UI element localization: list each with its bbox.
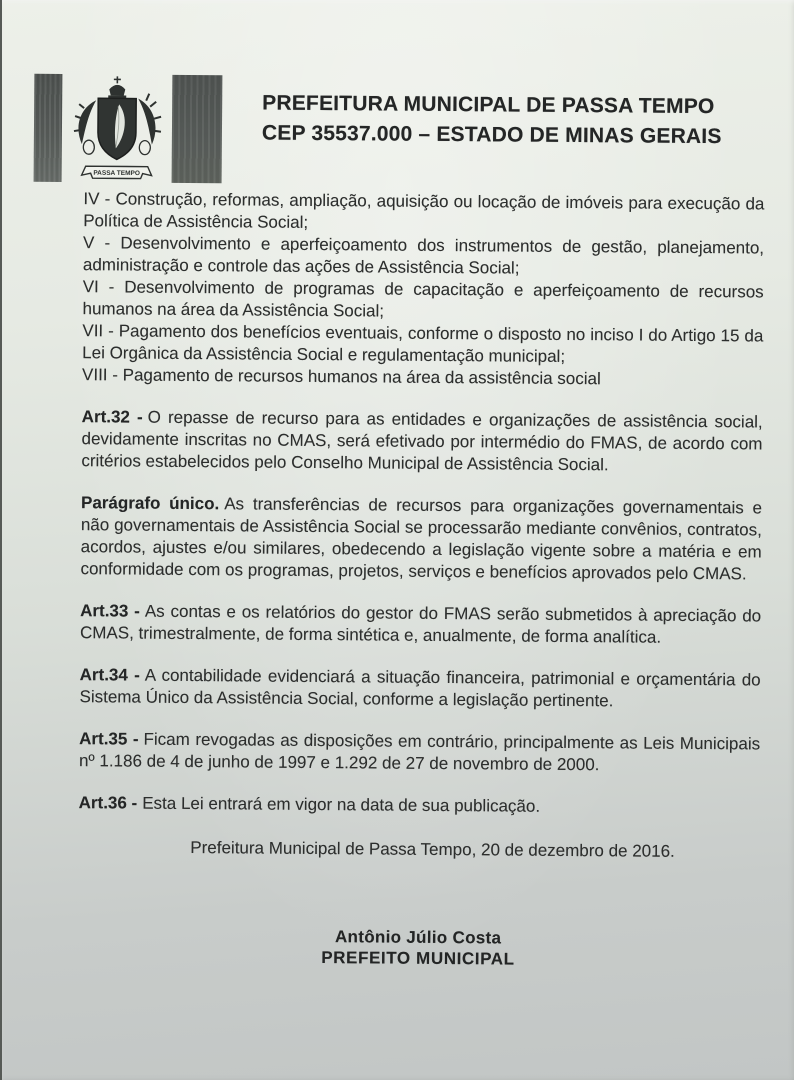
paragrafo-unico-text: As transferências de recursos para organizações governamentais e não governamentais de Assistência Social se processarão mediante convênios, contratos, acordos, ajustes e/ou similares, obedecendo a legislação vigente sobre a matéria e em conformidade com os programas, projetos, serviços e benefícios aprovados pelo CMAS. [80, 494, 763, 584]
article-33 [80, 600, 761, 649]
article-35-text: Ficam revogadas as disposições em contrário, principalmente as Leis Municipais nº 1.186 de 4 de junho de 1997 e 1.292 de 27 de novembro de 2000. [78, 729, 761, 775]
coat-of-arms-icon [62, 74, 173, 183]
article-32 [81, 406, 762, 477]
article-36-label: Art.36 - [78, 793, 138, 813]
incisos-list [82, 188, 765, 391]
article-35 [79, 728, 760, 777]
article-33-label: Art.33 - [80, 601, 140, 621]
inciso-iv: IV - Construção, reformas, ampliação, aquisição ou locação de imóveis para execução da Política de Assistência Social; [83, 189, 765, 232]
logo-right-bar [172, 75, 223, 183]
article-35-label: Art.35 - [79, 729, 139, 749]
letterhead [34, 74, 794, 188]
inciso-viii: VIII - Pagamento de recursos humanos na área da assistência social [81, 365, 601, 389]
article-36 [79, 792, 760, 819]
municipality-cep-state: CEP 35537.000 – ESTADO DE MINAS GERAIS [261, 121, 722, 149]
inciso-v: V - Desenvolvimento e aperfeiçoamento dos instrumentos de gestão, planejamento, administração e controle das ações de Assistência Social; [82, 233, 765, 278]
article-34-text: A contabilidade evidenciará a situação financeira, patrimonial e orçamentária do Sistema Único da Assistência Social, conforme a legislação pertinente. [79, 665, 761, 711]
date-place-line: Prefeitura Municipal de Passa Tempo, 20 de dezembro de 2016. [190, 838, 675, 861]
law-body-text [0, 181, 794, 971]
article-34 [79, 664, 760, 713]
paragrafo-unico [80, 492, 762, 585]
article-34-label: Art.34 - [79, 665, 140, 685]
municipal-logo [34, 74, 223, 183]
signer-role: PREFEITO MUNICIPAL [321, 948, 515, 969]
article-32-label: Art.32 - [81, 407, 143, 427]
signature-block [77, 924, 758, 971]
article-36-text: Esta Lei entrará em vigor na data de sua publicação. [142, 793, 541, 816]
letterhead-title-block [262, 92, 722, 150]
logo-left-bar [34, 74, 63, 182]
paragrafo-unico-label: Parágrafo único. [80, 493, 220, 514]
municipality-name: PREFEITURA MUNICIPAL DE PASSA TEMPO [262, 91, 715, 119]
inciso-vi: VI - Desenvolvimento de programas de capacitação e aperfeiçoamento de recursos humanos na área da Assistência Social; [82, 277, 764, 321]
article-32-text: O repasse de recurso para as entidades e organizações de assistência social, devidamente inscritas no CMAS, será efetivado por intermédio do FMAS, de acordo com critérios estabelecidos pelo Conselho Municipal de Assistência Social. [81, 407, 763, 475]
crest-banner-label: PASSA TEMPO [93, 169, 140, 178]
signer-name: Antônio Júlio Costa [334, 927, 502, 948]
article-33-text: As contas e os relatórios do gestor do FMAS serão submetidos à apreciação do CMAS, trimestralmente, de forma sintética e, anualmente, de forma analítica. [79, 601, 762, 647]
inciso-vii: VII - Pagamento dos benefícios eventuais, conforme o disposto no inciso I do Artigo 15 da Lei Orgânica da Assistência Social e regulamentação municipal; [82, 321, 764, 366]
